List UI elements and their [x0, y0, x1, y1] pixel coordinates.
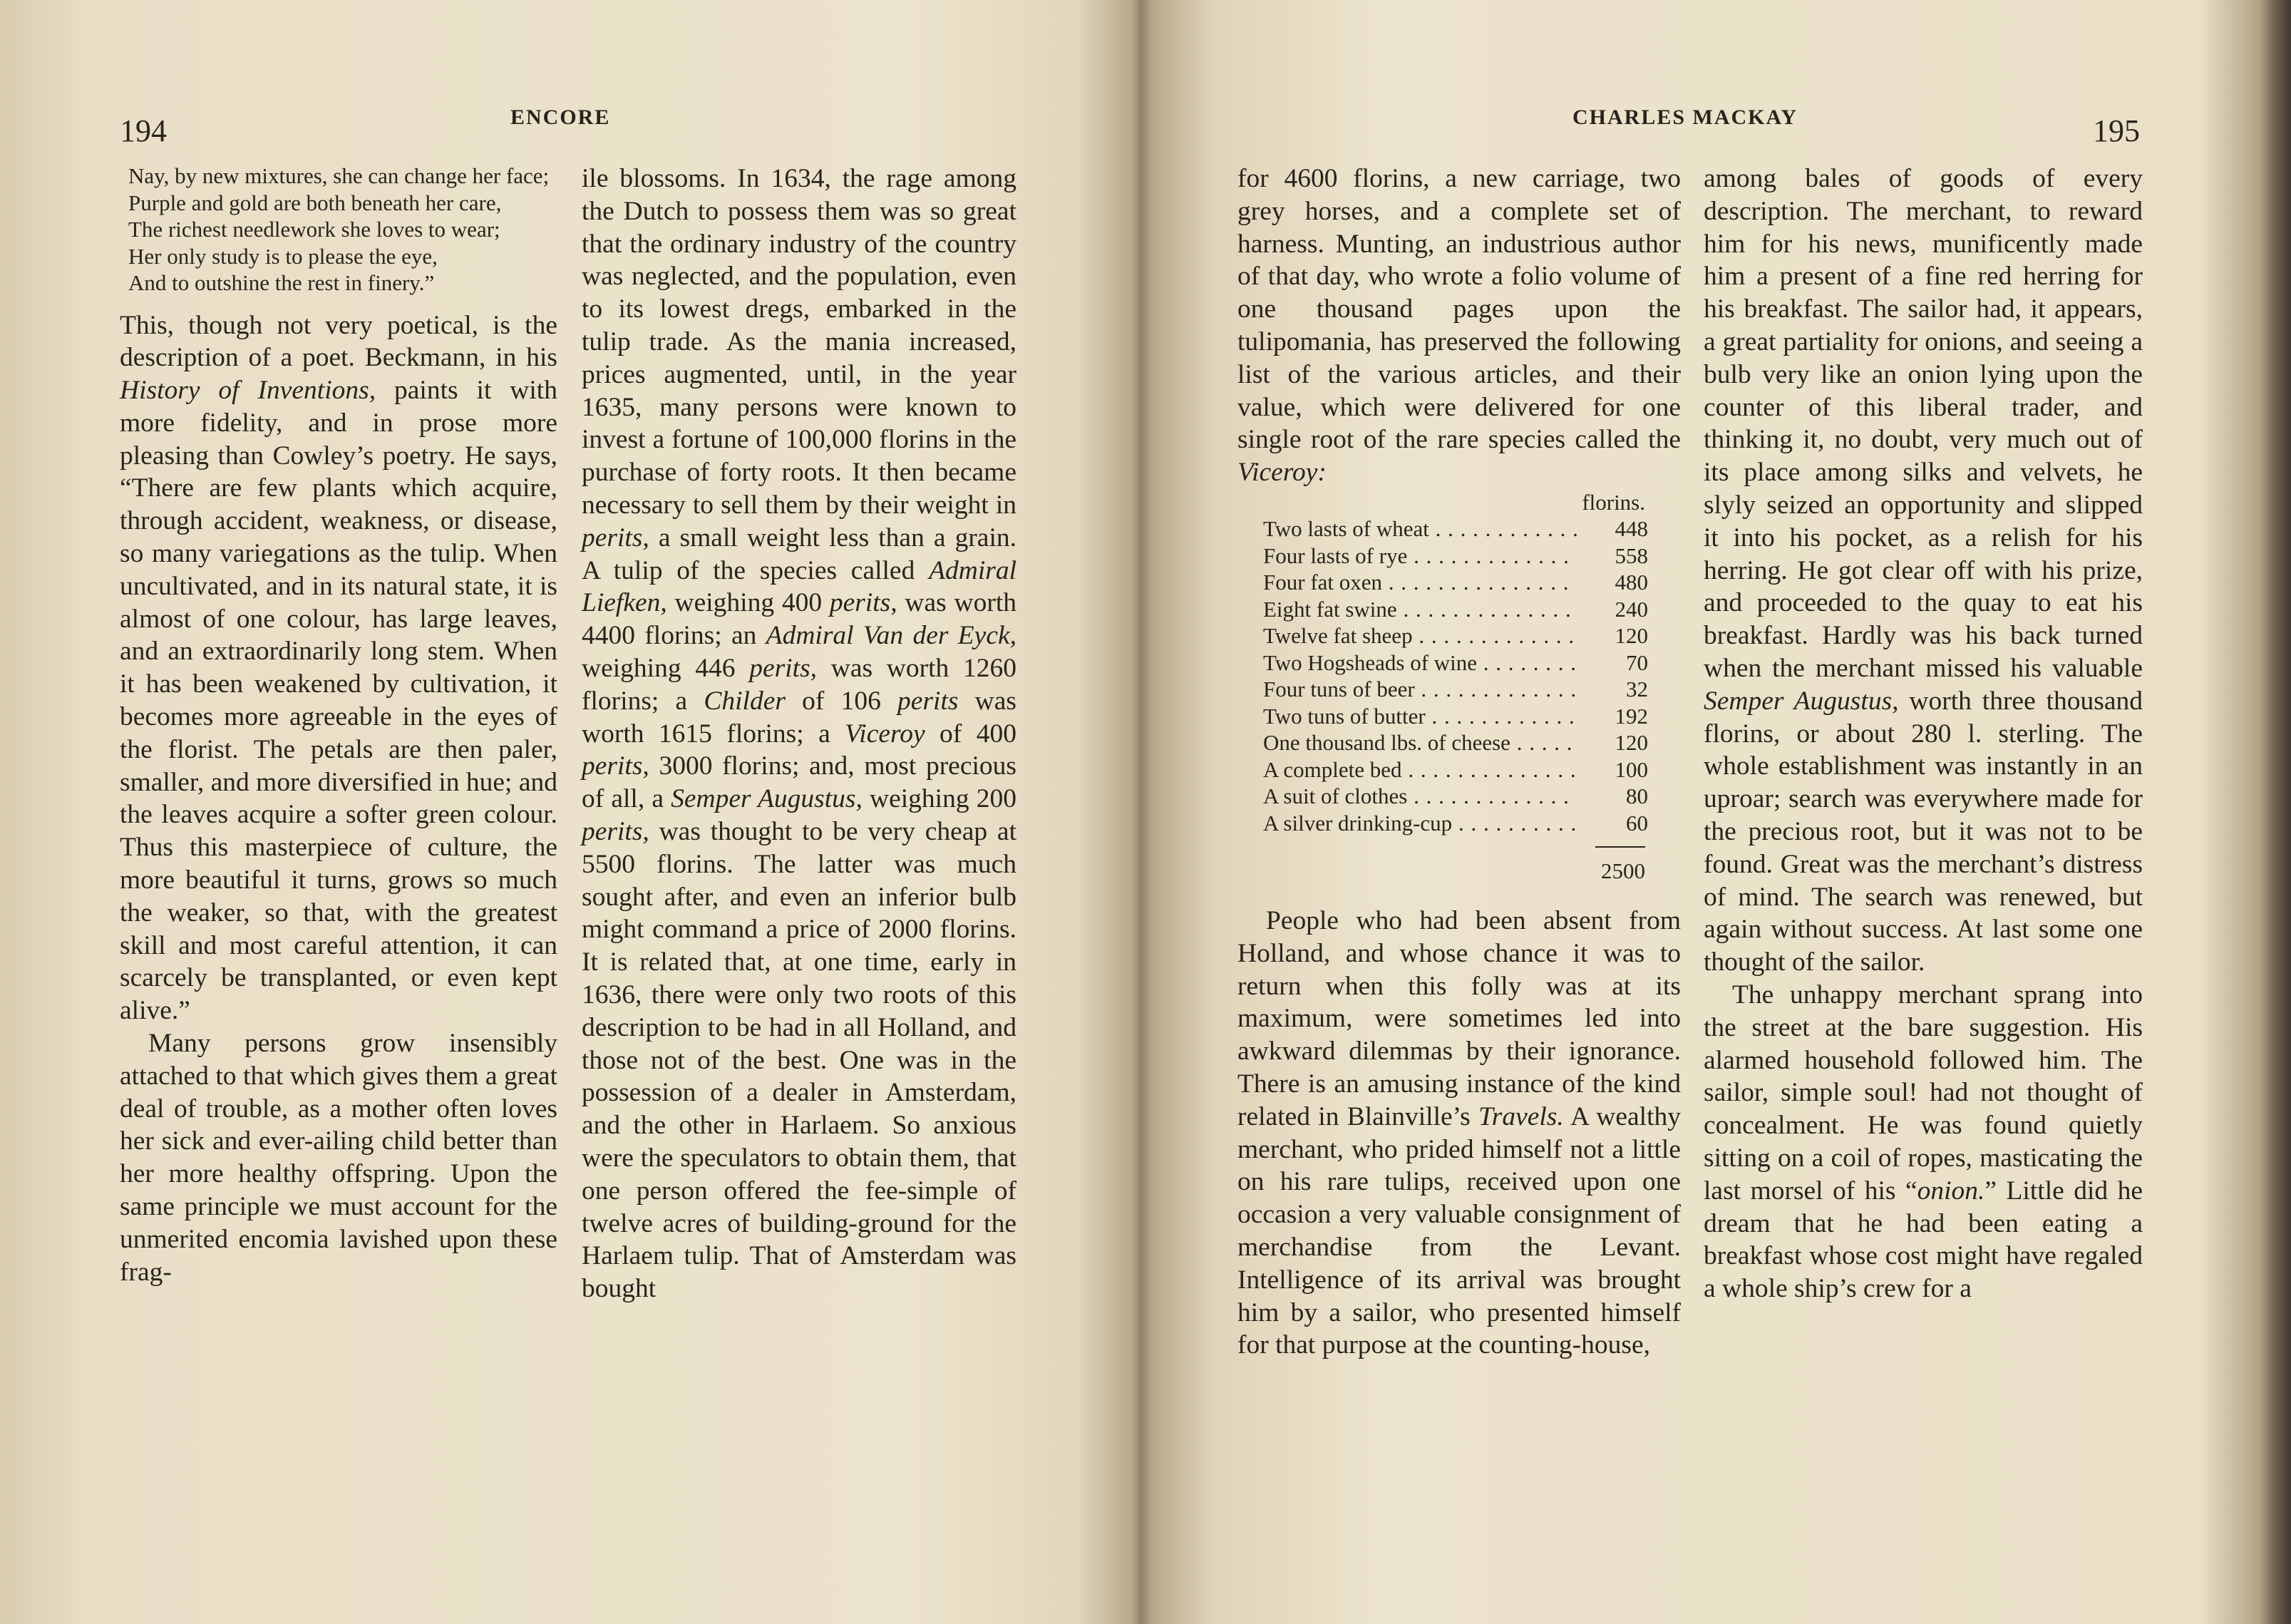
table-row: [1263, 515, 1648, 543]
text-run: This, though not very poetical, is the description of a poet. Beckmann, in his: [120, 310, 557, 373]
table-row: [1263, 810, 1648, 837]
table-item: Two Hogsheads of wine . . .: [1263, 649, 1577, 677]
italic-term: perits,: [582, 816, 649, 846]
text-run: of 106: [785, 686, 898, 716]
table-row: [1263, 676, 1648, 703]
table-item: Eight fat swine . . .: [1263, 596, 1577, 623]
text-run: weighing 446: [582, 653, 750, 683]
table-item: Four lasts of rye . . .: [1263, 543, 1577, 570]
table-value: 80: [1626, 783, 1648, 809]
table-value: 120: [1615, 730, 1648, 756]
italic-term: perits,: [582, 751, 649, 781]
italic-term: Childer: [704, 686, 786, 716]
text-run: weighing 200: [862, 784, 1016, 814]
table-row: [1263, 543, 1648, 570]
table-row: [1263, 729, 1648, 756]
verse-line: Purple and gold are both beneath her care,: [128, 190, 502, 215]
text-run: was worth 1260 florins; a: [582, 653, 1016, 716]
table-value: 240: [1615, 596, 1648, 622]
verse-quote: [120, 163, 557, 297]
italic-term: perits,: [829, 588, 897, 618]
table-value: 448: [1615, 516, 1648, 542]
text-run: weighing 400: [666, 588, 830, 618]
table-item: One thousand lbs. of cheese . . .: [1263, 729, 1577, 756]
italic-term: Viceroy:: [1237, 458, 1327, 488]
verse-line: Her only study is to please the eye,: [128, 243, 438, 269]
running-head-right: CHARLES MACKAY: [1572, 106, 1798, 129]
verse-line: And to outshine the rest in finery.”: [128, 270, 435, 295]
paragraph: [1237, 163, 1681, 489]
running-head-left: ENCORE: [510, 106, 611, 129]
table-item: Twelve fat sheep . . .: [1263, 622, 1577, 649]
text-run: was worth 4400 florins; an: [582, 588, 1016, 651]
table-value: 120: [1615, 623, 1648, 649]
table-item: A suit of clothes . . .: [1263, 783, 1577, 810]
text-run: worth three thousand florins, or about 280 l. sterling. The whole establishment was instantly in an uproar; search was everywhere made for the precious root, but it was not to be found. Great was the merchant’s distress of mind. The search was renewed, but again without success. At last some one thought of the sailor.: [1704, 686, 2143, 977]
book-title: Travels.: [1478, 1101, 1564, 1131]
italic-term: Viceroy: [845, 719, 925, 749]
italic-term: onion.: [1917, 1176, 1985, 1206]
italic-term: perits,: [582, 523, 649, 553]
right-page: [1155, 0, 2291, 1624]
text-run: ” Little did he dream that he had been eating a breakfast whose cost might have regaled a whole ship’s crew for a: [1704, 1176, 2143, 1304]
table-item: A silver drinking-cup . . .: [1263, 810, 1577, 837]
page-number-left: 194: [120, 113, 167, 148]
text-run: 3000 florins; and, most precious of all, a: [582, 751, 1016, 814]
table-value: 70: [1626, 649, 1648, 675]
italic-term: Admiral Liefken,: [582, 555, 1016, 618]
sum-rule: [1595, 846, 1645, 848]
paragraph: [1237, 905, 1681, 1362]
table-item: Two tuns of butter . . .: [1263, 703, 1577, 730]
italic-term: perits: [897, 686, 959, 716]
text-run: was worth 1615 florins; a: [582, 686, 1016, 749]
right-column-2: [1704, 163, 2143, 1305]
book-title: History of Inventions,: [120, 376, 376, 406]
italic-term: Admiral Van der Eyck,: [766, 621, 1016, 651]
left-column-1: [120, 163, 557, 1288]
table-row: [1263, 622, 1648, 649]
text-run: The unhappy merchant sprang into the street at the bare suggestion. His alarmed household followed him. The sailor, simple soul! had not thought of concealment. He was found quietly sitting on a coil of ropes, masticating the last morsel of his “: [1704, 980, 2143, 1206]
table-row: [1263, 756, 1648, 783]
paragraph: [120, 309, 557, 1028]
right-column-1: [1237, 163, 1681, 1362]
paragraph: [1704, 163, 2143, 979]
text-run: ile blossoms. In 1634, the rage among the Dutch to possess them was so great that the ordinary industry of the country was neglected, and the population, even to its lowest dregs, embarked in the tulip trade. As the mania increased, prices augmented, until, in the year 1635, many persons were known to invest a fortune of 100,000 florins in the purchase of forty roots. It then became necessary to sell them by their weight in: [582, 164, 1016, 520]
table-row: [1263, 569, 1648, 596]
left-column-2: [582, 163, 1016, 1305]
table-value: 480: [1615, 570, 1648, 595]
paragraph: [582, 163, 1016, 1305]
left-page: [0, 0, 1112, 1624]
table-value: 192: [1615, 703, 1648, 729]
table-total: 2500: [1601, 858, 1645, 884]
text-run: for 4600 florins, a new carriage, two grey horses, and a complete set of harness. Munting, an industrious author of that day, who wrote a folio volume of one thousand pages upon the tulipomania, has preserved the following list of the various articles, and their value, which were delivered for one single root of the rare species called the: [1237, 164, 1681, 455]
table-item: Four fat oxen . . .: [1263, 569, 1577, 596]
table-unit-label: florins.: [1582, 489, 1645, 515]
text-run: was thought to be very cheap at 5500 florins. The latter was much sought after, and even an inferior bulb might command a price of 2000 florins. It is related that, at one time, early in 1636, there were only two roots of this description to be had in all Holland, and those not of the best. One was in the possession of a dealer in Amsterdam, and the other in Harlaem. So anxious were the speculators to obtain them, that one person offered the fee-simple of twelve acres of building-ground for the Harlaem tulip. That of Amsterdam was bought: [582, 816, 1016, 1304]
table-value: 100: [1615, 756, 1648, 782]
text-run: A wealthy merchant, who prided himself not a little on his rare tulips, received upon one occasion a very valuable consignment of merchandise from the Levant. Intelligence of its arrival was brought him by a sailor, who presented himself for that purpose at the counting-house,: [1237, 1101, 1681, 1360]
page-number-right: 195: [2093, 113, 2140, 148]
table-row: [1263, 783, 1648, 810]
paragraph: Many persons grow insensibly attached to that which gives them a great deal of trouble, as a mother often loves her sick and ever-ailing child better than her more healthy offspring. Upon the same principle we must account for the unmerited encomia lavished upon these frag-: [120, 1029, 557, 1287]
italic-term: Semper Augustus,: [1704, 686, 1899, 716]
italic-term: perits,: [749, 653, 818, 683]
verse-line: Nay, by new mixtures, she can change her face;: [128, 163, 550, 188]
verse-line: The richest needlework she loves to wear;: [128, 217, 500, 242]
text-run: People who had been absent from Holland, and whose chance it was to return when this folly was at its maximum, were sometimes led into awkward dilemmas by their ignorance. There is an amusing instance of the kind related in Blainville’s: [1237, 905, 1681, 1131]
italic-term: Semper Augustus,: [671, 784, 863, 814]
text-run: a small weight less than a grain. A tulip of the species called: [582, 523, 1016, 585]
table-value: 32: [1626, 677, 1648, 702]
table-item: Two lasts of wheat . . .: [1263, 515, 1577, 543]
table-item: Four tuns of beer . . .: [1263, 676, 1577, 703]
table-value: 558: [1615, 543, 1648, 568]
text-run: paints it with more fidelity, and in prose more pleasing than Cowley’s poetry. He says, “There are few plants which acquire, through accident, weakness, or disease, so many variegations as the tulip. When uncultivated, and in its natural state, it is almost of one colour, has large leaves, and an extraordinarily long stem. When it has been weakened by cultivation, it becomes more agreeable in the eyes of the florist. The petals are then paler, smaller, and more diversified in hue; and the leaves acquire a softer green colour. Thus this masterpiece of culture, the more beautiful it turns, grows so much the weaker, so that, with the greatest skill and most careful attention, it can scarcely be transplanted, or even kept alive.”: [120, 376, 557, 1026]
table-item: A complete bed . . .: [1263, 756, 1577, 783]
paragraph: [1704, 979, 2143, 1305]
table-row: [1263, 649, 1648, 677]
table-row: [1263, 703, 1648, 730]
table-row: [1263, 596, 1648, 623]
florins-table: [1263, 489, 1648, 885]
table-value: 60: [1626, 810, 1648, 836]
text-run: among bales of goods of every description. The merchant, to reward him for his news, munificently made him a present of a fine red herring for his breakfast. The sailor had, it appears, a great partiality for onions, and seeing a bulb very like an onion lying upon the counter of this liberal trader, and thinking it, no doubt, very much out of its place among silks and velvets, he slyly seized an opportunity and slipped it into his pocket, as a relish for his herring. He got clear off with his prize, and proceeded to the quay to eat his breakfast. Hardly was his back turned when the merchant missed his valuable: [1704, 164, 2143, 683]
text-run: of 400: [925, 719, 1016, 749]
